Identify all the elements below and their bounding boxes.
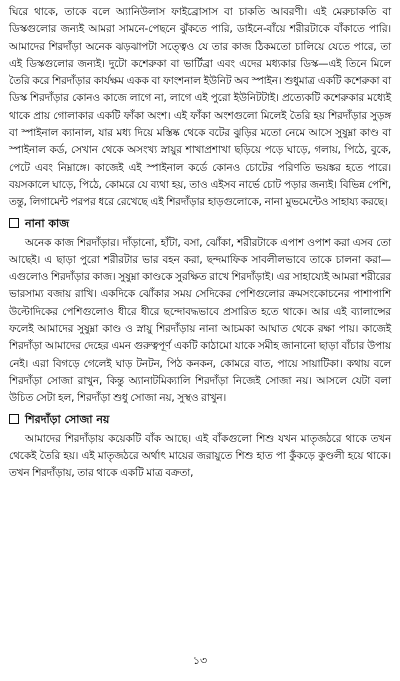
paragraph-curves: আমাদের শিরদাঁড়ায় কয়েকটি বাঁক আছে। এই বাঁকগুলো শিশু যখন মাতৃজঠরে থাকে তখন থেকেই তৈরি হয়। এই মাতৃজঠরে অর্থাৎ মায়ের জরায়ুতে শিশু হাত পা কুঁকড়ে কুণ্ডলী হয়ে থাকে। তখন শিরদাঁড়ায়, তার থাকে একটি মাত্র বক্রতা, [9,432,391,480]
page-number: ১৩ [192,654,208,667]
section-heading-label: নানা কাজ [25,216,70,230]
section-heading-not-straight [9,411,391,428]
paragraph-intro: ঘিরে থাকে, তাকে বলে অ্যানিউলাস ফাইব্রোসাস বা চাকতি আবরণী। এই মেরুচাকতি বা ডিস্কগুলোর জন্যই আমরা সামনে-পেছনে ঝুঁকতে পারি, ডাইনে-বাঁয়ে শরীরটাকে বাঁকাতে পারি। আমাদের শিরদাঁড়া অনেক ঝড়ঝাপটা সত্ত্বেও যে তার কাজ ঠিকমতো চালিয়ে যেতে পারে, তা এই ডিস্কগুলোর জন্যই। দুটো কশেরুকা বা ভার্টিব্রা এবং এদের মধ্যকার ডিস্ক—এই তিনে মিলে তৈরি করে শিরদাঁড়ার কার্যক্ষম একক বা ফাংশনাল ইউনিট অব স্পাইন। শুধুমাত্র একটি কশেরুকা বা ডিস্ক শিরদাঁড়ার কোনও কাজে লাগে না, লাগে এই পুরো ইউনিটটাই। প্রত্যেকটি কশেরুকার মধ্যেই থাকে প্রায় গোলাকার একটি ফাঁকা অংশ। এই ফাঁকা অংশগুলো মিলেই তৈরি হয় শিরদাঁড়ার সুড়ঙ্গ বা স্পাইনাল ক্যানাল, যার মধ্য দিয়ে মস্তিষ্ক থেকে বটের ঝুড়ির মতো নেমে আসে সুষুম্না কাণ্ড বা স্পাইনাল কর্ড, সেখান থেকে অসংখ্য স্নায়ুর শাখাপ্রশাখা ছড়িয়ে পড়ে ঘাড়ে, গলায়, পিঠে, বুকে, পেটে এবং নিম্নাঙ্গে। কাজেই এই স্পাইনাল কর্ডে কোনও চোটের পরিণতি ভয়ঙ্কর হতে পারে। বয়সকালে ঘাড়ে, পিঠে, কোমরে যে ব্যথা হয়, তাও এইসব নার্ভে চোট পড়ার জন্যই। বিভিন্ন পেশি, তন্তু, লিগামেন্ট পরপর ধরে রেখেছে এই শিরদাঁড়ার হাড়গুলোকে, নানা মুভমেন্টেও সাহায্য করছে। [9,6,391,209]
section-heading-label: শিরদাঁড়া সোজা নয় [25,412,110,426]
paragraph-functions: অনেক কাজ শিরদাঁড়ার। দাঁড়ানো, হাঁটা, বসা, ঝোঁকা, শরীরটাকে এপাশ ওপাশ করা এসব তো আছেই। এ ছাড়া পুরো শরীরটার ভার বহন করা, ছন্দমাফিক সাবলীলভাবে তাকে চালনা করা—এগুলোও শিরদাঁড়ার কাজ। সুষুম্না কাণ্ডকে সুরক্ষিত রাখে শিরদাঁড়াই। এর সাহায্যেই আমরা শরীরের ভারসাম্য বজায় রাখি। একদিকে ঝোঁকার সময় সেদিকের পেশিগুলোর ক্রমসংকোচনের পাশাপাশি উল্টোদিকের পেশিগুলোও ধীরে ধীরে ছন্দোবদ্ধভাবে প্রসারিত হতে থাকে। আর এই ব্যালান্সের ফলেই আমাদের সুষুম্না কাণ্ড ও স্নায়ু শিরদাঁড়ায় নানা আচমকা আঘাত থেকে রক্ষা পায়। কাজেই শিরদাঁড়া আমাদের দেহের এমন গুরুত্বপূর্ণ একটি কাঠামো যাকে সমীহ জানানো ছাড়া বাঁচার উপায় নেই। এরা বিগড়ে গেলেই ঘাড় টনটন, পিঠ কনকন, কোমরে বাত, পায়ে সায়াটিকা। কথায় বলে শিরদাঁড়া সোজা রাখুন, কিন্তু অ্যানাটমিক্যালি শিরদাঁড়া নিজেই সোজা নয়। আসলে যেটা বলা উচিত সেটা হল, শিরদাঁড়া শুধু সোজা নয়, সুস্থও রাখুন। [9,236,391,405]
section-heading-nana-kaj [9,215,391,232]
checkbox-icon [9,414,19,424]
checkbox-icon [9,218,19,228]
